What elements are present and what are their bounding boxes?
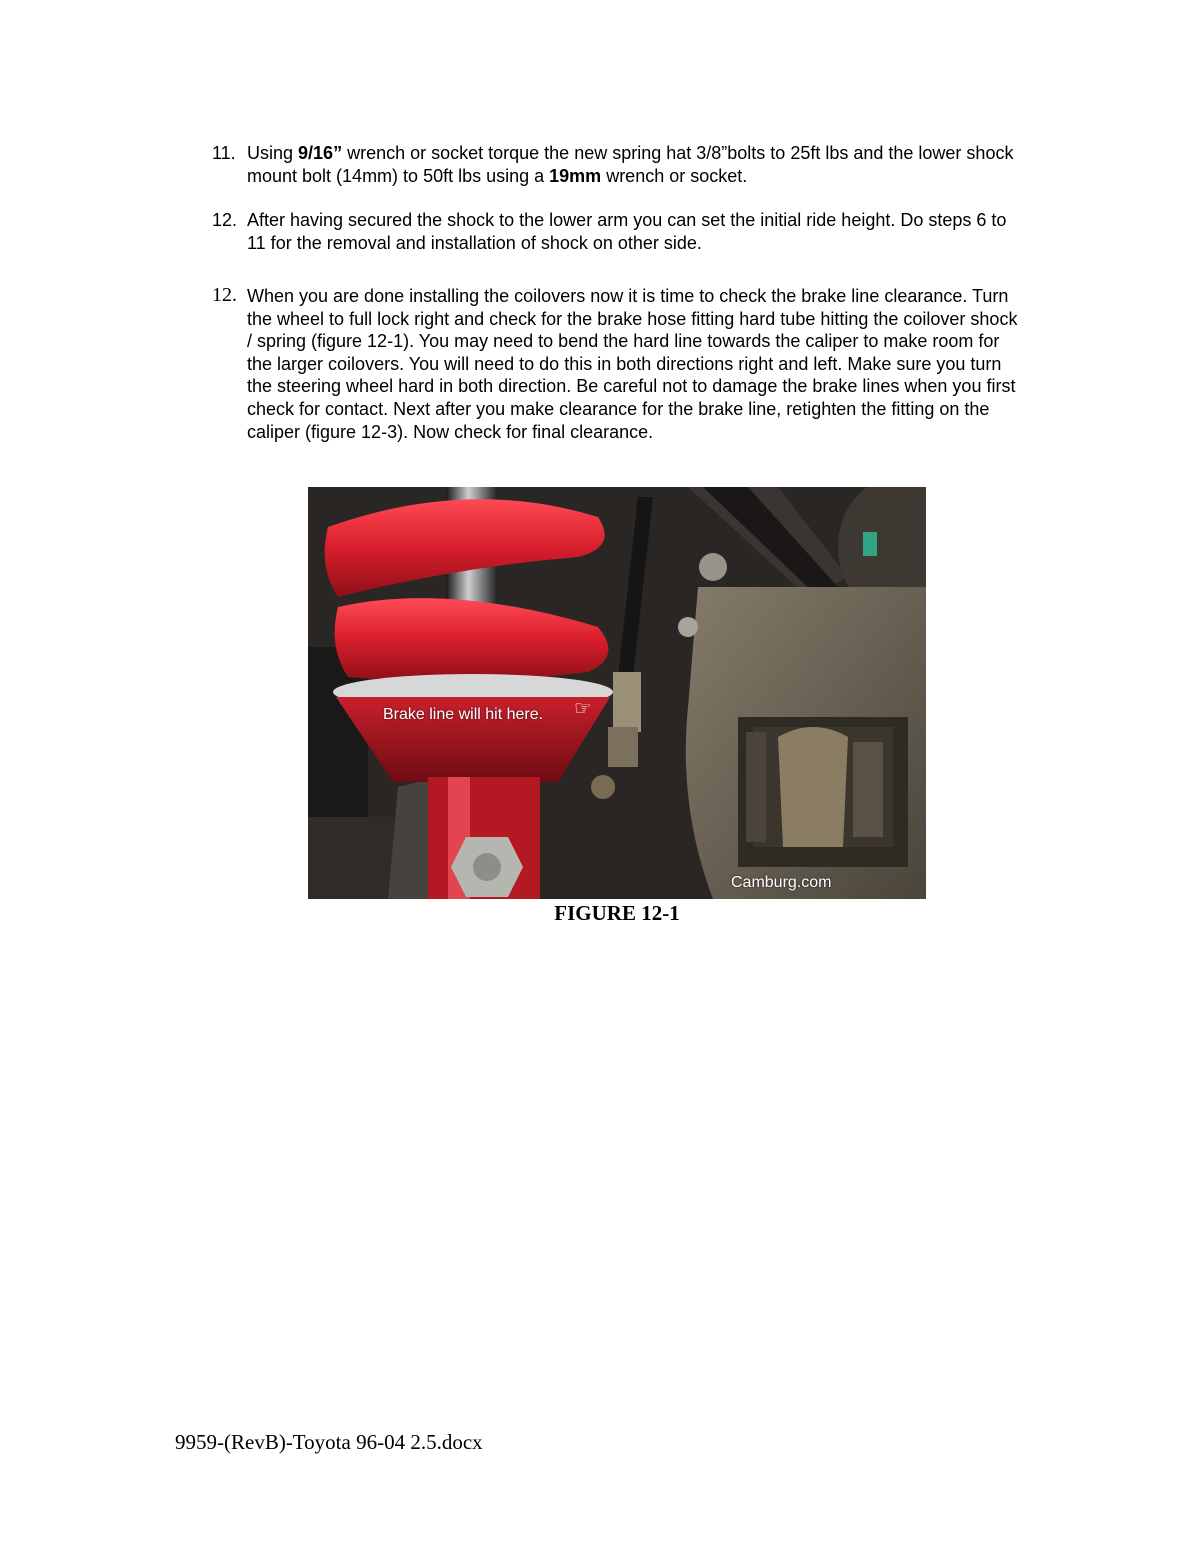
- step-number: 12.: [212, 284, 237, 306]
- figure-caption: FIGURE 12-1: [554, 901, 680, 925]
- step-number: 12.: [212, 210, 238, 230]
- step-11: [212, 142, 1022, 187]
- coilover-brake-photo: [308, 487, 926, 899]
- pointing-hand-icon: ☞: [574, 698, 592, 720]
- step-number: 11.: [212, 143, 236, 163]
- step-12-brake-clearance: [212, 285, 1022, 443]
- figure-watermark: Camburg.com: [731, 874, 832, 891]
- step-text: When you are done installing the coilovers now it is time to check the brake line clearance. Turn the wheel to full lock right and check for the brake hose fitting hard tube hitting the coilover shock / spring (figure 12-1). You may need to bend the hard line towards the caliper to make room for the larger coilovers. You will need to do this in both directions right and left. Make sure you turn the steering wheel hard in both direction. Be careful not to damage the brake lines when you first check for contact. Next after you make clearance for the brake line, retighten the fitting on the caliper (figure 12-3). Now check for final clearance.: [247, 286, 1018, 442]
- step-text: After having secured the shock to the lower arm you can set the initial ride height. Do steps 6 to 11 for the removal and installation of shock on other side.: [247, 210, 1007, 253]
- step-text: Using 9/16” wrench or socket torque the new spring hat 3/8”bolts to 25ft lbs and the lower shock mount bolt (14mm) to 50ft lbs using a 19mm wrench or socket.: [247, 143, 1014, 186]
- socket-size-bold: 19mm: [549, 165, 602, 186]
- figure-callout: Brake line will hit here.: [383, 706, 544, 723]
- step-12-ride-height: [212, 209, 1022, 254]
- page-footer: 9959-(RevB)-Toyota 96-04 2.5.docx: [175, 1430, 483, 1454]
- wrench-size-bold: 9/16”: [298, 143, 343, 163]
- figure-photo: [308, 487, 926, 899]
